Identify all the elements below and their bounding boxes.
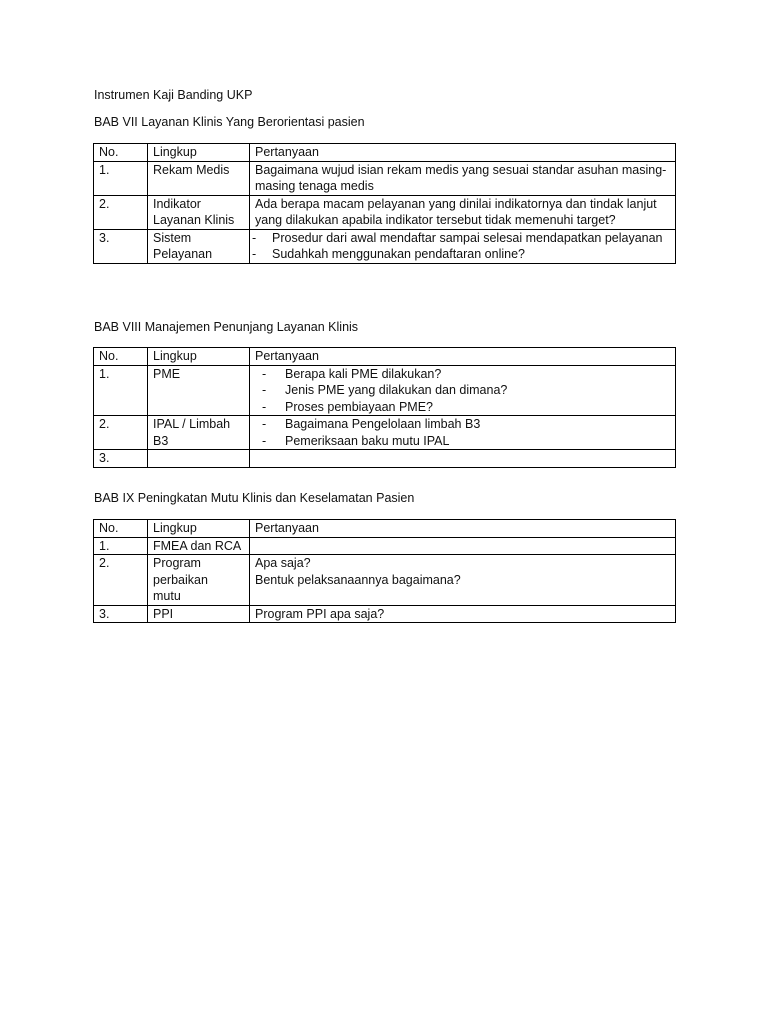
list-item: - Bagaimana Pengelolaan limbah B3 (255, 416, 670, 433)
cell-lingkup: Program perbaikan mutu (148, 555, 250, 606)
section-title-bab-viii: BAB VIII Manajemen Penunjang Layanan Klinis (94, 320, 359, 334)
cell-no: 1. (94, 161, 148, 195)
cell-pertanyaan (250, 229, 676, 263)
cell-pertanyaan (250, 537, 676, 555)
header-no: No. (94, 520, 148, 538)
header-no: No. (94, 348, 148, 366)
table-bab-ix (93, 519, 676, 623)
list-item: - Jenis PME yang dilakukan dan dimana? (255, 382, 670, 399)
question-list (255, 416, 670, 449)
header-no: No. (94, 144, 148, 162)
cell-pertanyaan (250, 365, 676, 416)
question-line: Apa saja? (255, 556, 311, 570)
table-row (94, 195, 676, 229)
cell-lingkup: Sistem Pelayanan (148, 229, 250, 263)
list-item: - Sudahkah menggunakan pendaftaran online? (252, 246, 670, 263)
list-item: - Berapa kali PME dilakukan? (255, 366, 670, 383)
cell-lingkup: PME (148, 365, 250, 416)
table-bab-viii (93, 347, 676, 468)
cell-no: 3. (94, 229, 148, 263)
cell-no: 3. (94, 450, 148, 468)
section-title-bab-vii: BAB VII Layanan Klinis Yang Berorientasi pasien (94, 115, 365, 129)
table-header-row (94, 520, 676, 538)
cell-pertanyaan (250, 450, 676, 468)
cell-lingkup: PPI (148, 605, 250, 623)
question-list (255, 366, 670, 416)
list-item: - Pemeriksaan baku mutu IPAL (255, 433, 670, 450)
section-title-bab-ix: BAB IX Peningkatan Mutu Klinis dan Keselamatan Pasien (94, 491, 415, 505)
question-list (252, 230, 670, 263)
cell-no: 2. (94, 555, 148, 606)
question-line: Bentuk pelaksanaannya bagaimana? (255, 572, 461, 587)
table-header-row (94, 348, 676, 366)
header-lingkup: Lingkup (148, 144, 250, 162)
cell-pertanyaan: Bagaimana wujud isian rekam medis yang sesuai standar asuhan masing-masing tenaga medis (250, 161, 676, 195)
cell-lingkup: Indikator Layanan Klinis (148, 195, 250, 229)
cell-lingkup: FMEA dan RCA (148, 537, 250, 555)
cell-pertanyaan (250, 555, 676, 606)
table-row (94, 450, 676, 468)
cell-pertanyaan (250, 416, 676, 450)
table-header-row (94, 144, 676, 162)
cell-pertanyaan: Ada berapa macam pelayanan yang dinilai indikatornya dan tindak lanjut yang dilakukan apabila indikator tersebut tidak memenuhi target? (250, 195, 676, 229)
cell-no: 2. (94, 195, 148, 229)
list-item: - Prosedur dari awal mendaftar sampai selesai mendapatkan pelayanan (252, 230, 670, 247)
header-pertanyaan: Pertanyaan (250, 520, 676, 538)
table-row (94, 605, 676, 623)
header-lingkup: Lingkup (148, 520, 250, 538)
cell-no: 1. (94, 537, 148, 555)
table-row (94, 416, 676, 450)
cell-no: 3. (94, 605, 148, 623)
header-pertanyaan: Pertanyaan (250, 348, 676, 366)
table-row (94, 229, 676, 263)
table-bab-vii (93, 143, 676, 264)
table-row (94, 365, 676, 416)
table-row (94, 537, 676, 555)
list-item: - Proses pembiayaan PME? (255, 399, 670, 416)
table-row (94, 555, 676, 606)
document-title: Instrumen Kaji Banding UKP (94, 88, 253, 102)
header-lingkup: Lingkup (148, 348, 250, 366)
header-pertanyaan: Pertanyaan (250, 144, 676, 162)
table-row (94, 161, 676, 195)
cell-lingkup: IPAL / Limbah B3 (148, 416, 250, 450)
cell-lingkup (148, 450, 250, 468)
cell-no: 1. (94, 365, 148, 416)
cell-pertanyaan: Program PPI apa saja? (250, 605, 676, 623)
cell-lingkup: Rekam Medis (148, 161, 250, 195)
cell-no: 2. (94, 416, 148, 450)
